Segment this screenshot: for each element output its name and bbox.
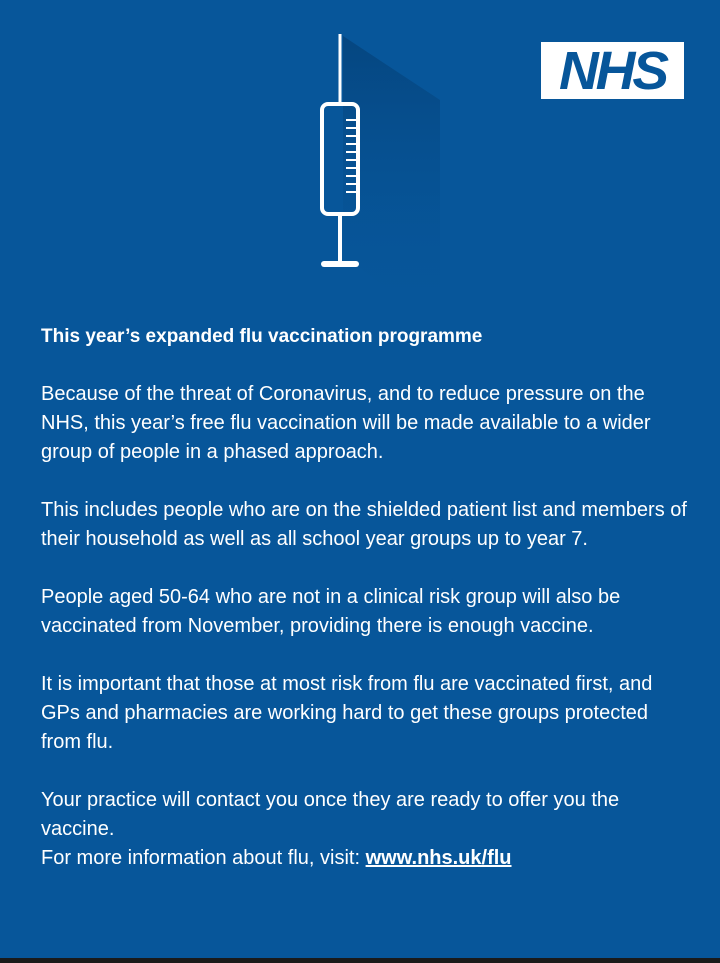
nhs-flu-link[interactable]: www.nhs.uk/flu [365,847,512,869]
nhs-logo-text: NHS [558,40,667,101]
info-line [41,844,691,873]
paragraph-age-group: People aged 50-64 who are not in a clinical risk group will also be vaccinated from November, providing there is enough vaccine. [41,586,621,637]
paragraph-coronavirus: Because of the threat of Coronavirus, and to reduce pressure on the NHS, this year’s free flu vaccination will be made available to a wider group of people in a phased approach. [41,383,651,463]
paragraph-shielded: This includes people who are on the shielded patient list and members of their household as well as all school year groups up to year 7. [41,499,687,550]
nhs-logo [541,42,684,99]
article-body [41,322,691,873]
info-prefix: For more information about flu, visit: [41,847,366,869]
paragraph-priority: It is important that those at most risk from flu are vaccinated first, and GPs and pharmacies are working hard to get these groups protected from flu. [41,673,653,753]
article-heading: This year’s expanded flu vaccination programme [41,326,483,347]
paragraph-contact: Your practice will contact you once they are ready to offer you the vaccine. [41,789,620,840]
bottom-border [0,958,720,963]
